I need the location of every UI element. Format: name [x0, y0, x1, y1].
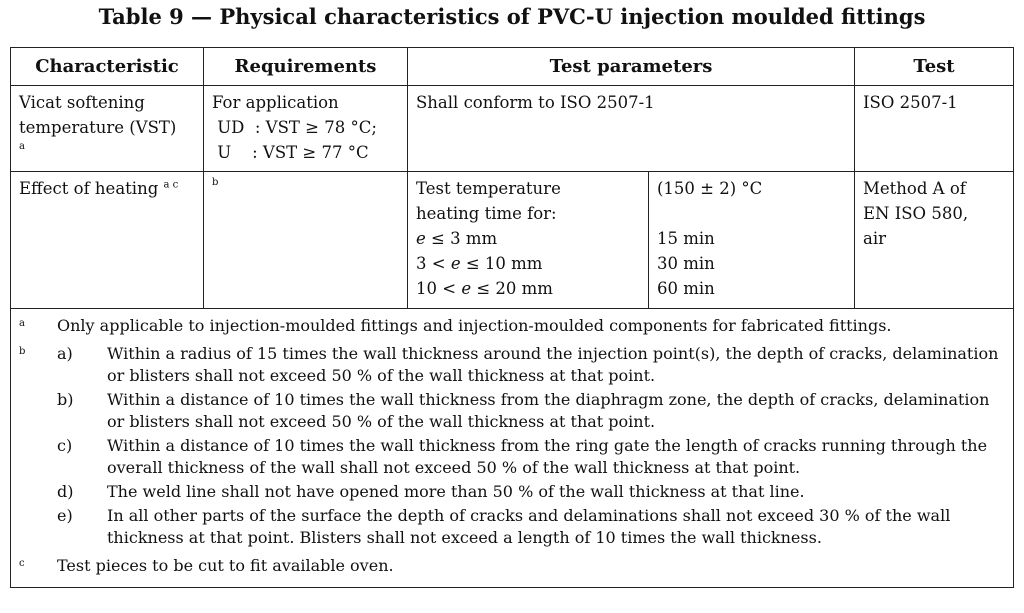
cell-characteristic-vicat — [11, 86, 204, 172]
param-value: (150 ± 2) °C — [657, 179, 763, 198]
cell-requirements-heating — [204, 172, 408, 309]
footnotes-cell — [11, 309, 1014, 588]
footnote-item — [57, 481, 1005, 503]
cell-characteristic-heating — [11, 172, 204, 309]
table-row-heating — [11, 172, 1014, 309]
var-e: e — [416, 229, 426, 248]
param-label: Test temperature — [416, 179, 561, 198]
param-label-text: ≤ 10 mm — [460, 254, 543, 273]
param-label-text: ≤ 20 mm — [471, 279, 553, 298]
cell-param-labels — [408, 172, 649, 309]
footnote-b — [19, 343, 1005, 549]
requirement-line: U : VST ≥ 77 °C — [212, 143, 369, 162]
footnote-item — [57, 389, 1005, 433]
cell-params-vicat: Shall conform to ISO 2507-1 — [408, 86, 855, 172]
param-value: 30 min — [657, 254, 715, 273]
param-value: 60 min — [657, 279, 715, 298]
footnote-item — [57, 505, 1005, 549]
test-line: Method A of — [863, 179, 966, 198]
item-text: The weld line shall not have opened more than 50 % of the wall thickness at that line. — [107, 482, 805, 501]
footnote-mark: b — [19, 346, 26, 357]
requirement-line: UD : VST ≥ 78 °C; — [212, 118, 377, 137]
item-label: d) — [57, 482, 74, 501]
param-label-text: ≤ 3 mm — [425, 229, 498, 248]
header-requirements: Requirements — [204, 48, 408, 86]
param-label-text: 3 < — [416, 254, 451, 273]
item-label: c) — [57, 436, 73, 455]
footnote-text: Only applicable to injection-moulded fittings and injection-moulded components for fabricated fittings. — [57, 316, 892, 335]
item-text: Within a distance of 10 times the wall thickness from the diaphragm zone, the depth of cracks, delamination or blisters shall not exceed 50 % of the wall thickness at that point. — [107, 390, 990, 431]
footnote-ref: a c — [163, 179, 179, 191]
param-value-spacer — [657, 201, 846, 226]
cell-test-heating — [855, 172, 1014, 309]
item-text: In all other parts of the surface the depth of cracks and delaminations shall not exceed 30 % of the wall thickness at that point. Blisters shall not exceed a length of 10 times the wall thickness. — [107, 506, 951, 547]
characteristic-line: temperature (VST) — [19, 118, 177, 137]
footnote-text: Test pieces to be cut to fit available oven. — [57, 556, 394, 575]
item-label: e) — [57, 506, 73, 525]
param-label — [416, 251, 640, 276]
param-label — [416, 276, 640, 301]
var-e: e — [461, 279, 472, 298]
item-label: a) — [57, 344, 73, 363]
param-value: 15 min — [657, 229, 715, 248]
test-line: EN ISO 580, — [863, 204, 969, 223]
characteristics-table — [10, 47, 1014, 588]
table-row-vicat — [11, 86, 1014, 172]
footnote-mark: c — [19, 558, 25, 569]
table-title: Table 9 — Physical characteristics of PVC-U injection moulded fittings — [98, 4, 926, 29]
requirement-line: For application — [212, 93, 339, 112]
characteristic-label: Effect of heating — [19, 179, 159, 198]
characteristic-line: Vicat softening — [19, 93, 145, 112]
footnote-c — [19, 555, 1005, 577]
param-label — [416, 226, 640, 251]
cell-requirements-vicat — [204, 86, 408, 172]
footnote-b-items — [57, 343, 1005, 549]
header-test-parameters: Test parameters — [408, 48, 855, 86]
cell-test-vicat: ISO 2507-1 — [855, 86, 1014, 172]
param-label: heating time for: — [416, 204, 557, 223]
footnote-item — [57, 435, 1005, 479]
header-characteristic: Characteristic — [11, 48, 204, 86]
footnotes-row — [11, 309, 1014, 588]
item-label: b) — [57, 390, 74, 409]
var-e: e — [450, 254, 461, 273]
item-text: Within a distance of 10 times the wall thickness from the ring gate the length of cracks running through the overall thickness of the wall shall not exceed 50 % of the wall thickness at that point. — [107, 436, 988, 477]
header-row — [11, 48, 1014, 86]
param-label-text: 10 < — [416, 279, 462, 298]
header-test: Test — [855, 48, 1014, 86]
item-text: Within a radius of 15 times the wall thickness around the injection point(s), the depth of cracks, delamination or blisters shall not exceed 50 % of the wall thickness at that point. — [107, 344, 999, 385]
footnote-ref: a — [19, 141, 25, 152]
test-line: air — [863, 229, 887, 248]
cell-param-values — [649, 172, 855, 309]
footnote-ref: b — [212, 177, 219, 188]
footnote-item — [57, 343, 1005, 387]
footnote-mark: a — [19, 318, 25, 329]
footnote-a — [19, 315, 1005, 337]
